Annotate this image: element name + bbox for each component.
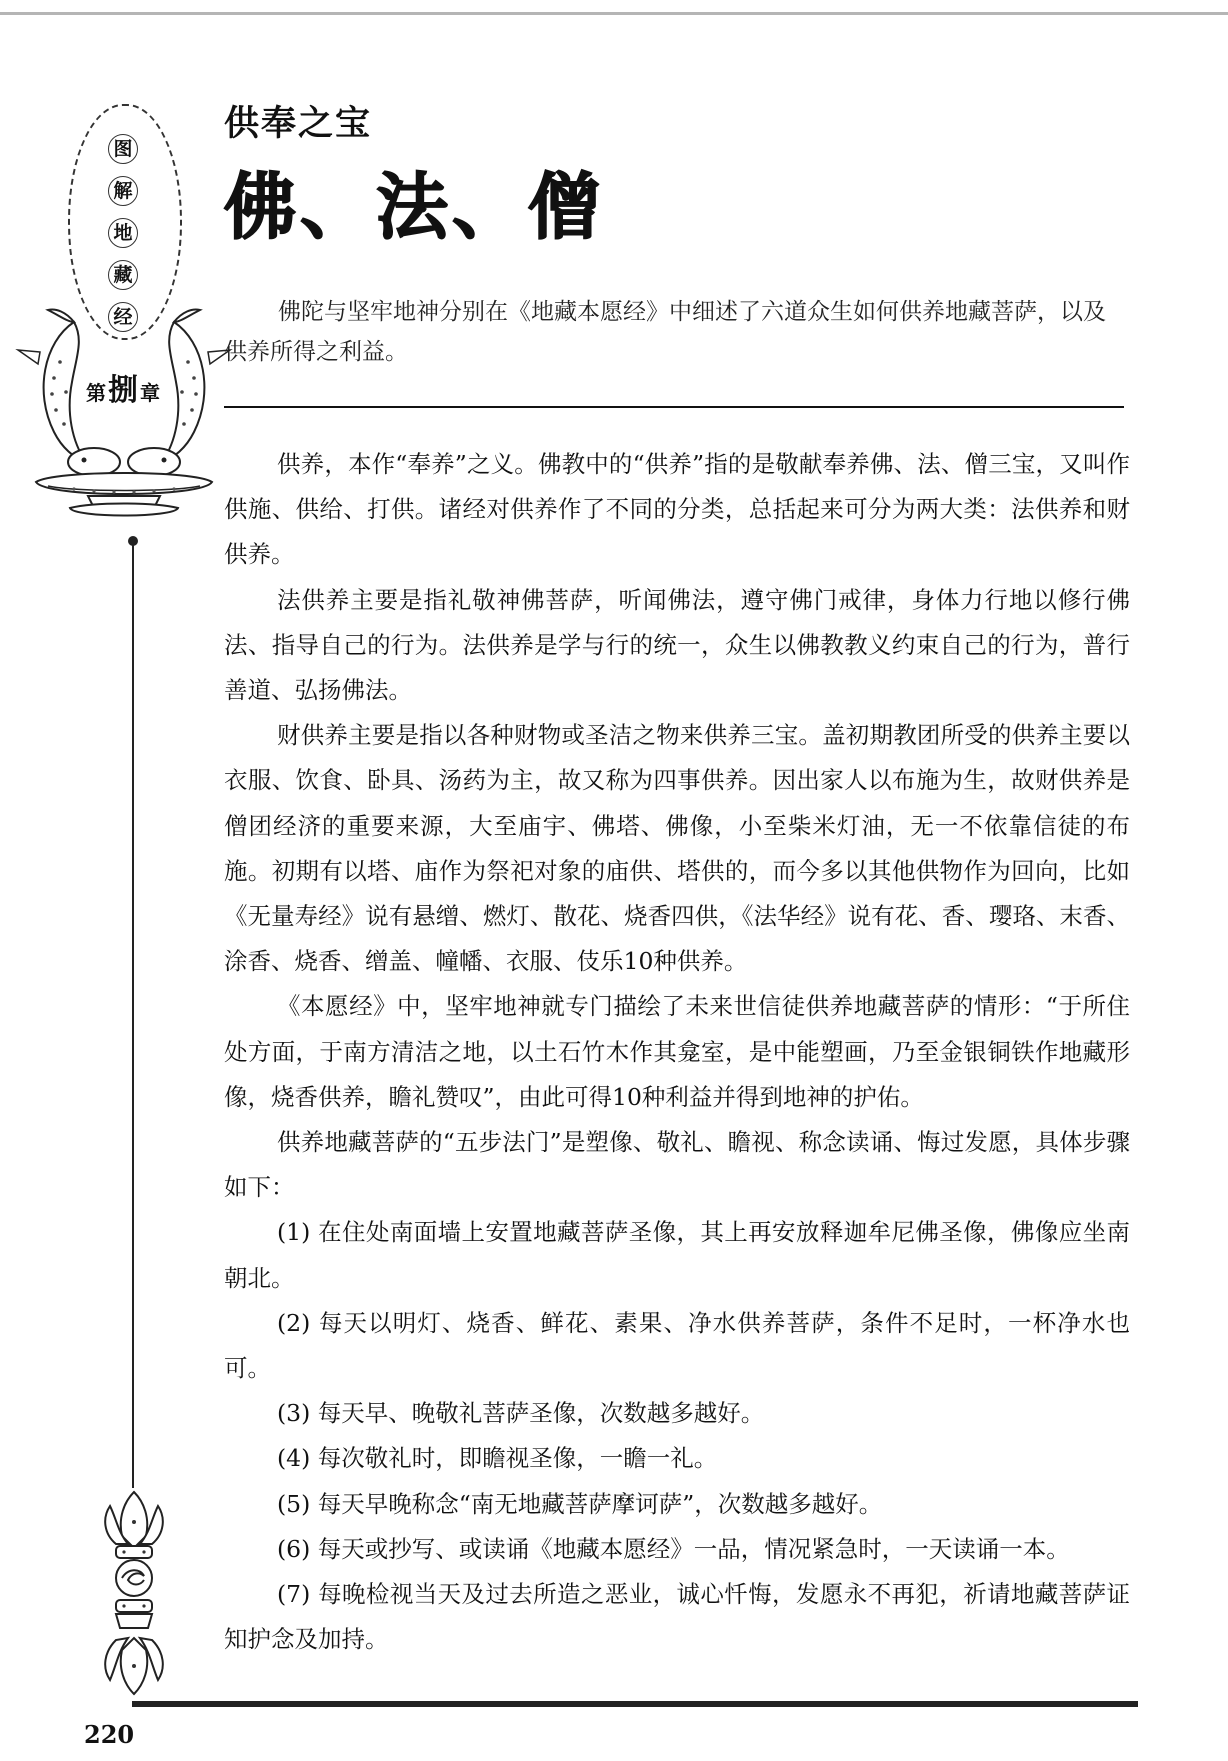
step-item: (6) 每天或抄写、或读诵《地藏本愿经》一品，情况紧急时，一天读诵一本。 bbox=[277, 1534, 1070, 1563]
step-item: (5) 每天早晚称念“南无地藏菩萨摩诃萨”，次数越多越好。 bbox=[277, 1489, 883, 1518]
vajra-icon bbox=[88, 1488, 180, 1698]
book-title-char: 图 bbox=[108, 134, 138, 164]
chapter-suffix: 章 bbox=[140, 381, 160, 405]
book-title-char: 解 bbox=[108, 176, 138, 206]
book-title-char: 地 bbox=[108, 218, 138, 248]
page-title: 佛、法、僧 bbox=[224, 164, 605, 249]
step-item: (3) 每天早、晚敬礼菩萨圣像，次数越多越好。 bbox=[277, 1399, 765, 1428]
body-paragraph: 供养地藏菩萨的“五步法门”是塑像、敬礼、瞻视、称念读诵、悔过发愿，具体步骤如下： bbox=[224, 1128, 1130, 1202]
body-paragraph: 法供养主要是指礼敬神佛菩萨，听闻佛法，遵守佛门戒律，身体力行地以修行佛法、指导自己的行为。法供养是学与行的统一，众生以佛教教义约束自己的行为，普行善道、弘扬佛法。 bbox=[224, 585, 1130, 705]
chapter-prefix: 第 bbox=[86, 381, 106, 405]
step-item: (4) 每次敬礼时，即瞻视圣像，一瞻一礼。 bbox=[277, 1444, 718, 1473]
book-title-char: 藏 bbox=[108, 260, 138, 290]
heading-divider bbox=[224, 406, 1124, 408]
step-item: (7) 每晚检视当天及过去所造之恶业，诚心忏悔，发愿永不再犯，祈请地藏菩萨证知护念及加持。 bbox=[224, 1580, 1130, 1654]
body-paragraph: 财供养主要是指以各种财物或圣洁之物来供养三宝。盖初期教团所受的供养主要以衣服、饮食、卧具、汤药为主，故又称为四事供养。因出家人以布施为生，故财供养是僧团经济的重要来源，大至庙宇、佛塔、佛像，小至柴米灯油，无一不依靠信徒的布施。初期有以塔、庙作为祭祀对象的庙供、塔供的，而今多以其他供物作为回向，比如《无量寿经》说有悬缯、燃灯、散花、烧香四供，《法华经》说有花、香、璎珞、末香、涂香、烧香、缯盖、幢幡、衣服、伎乐10种供养。 bbox=[224, 721, 1130, 976]
step-item: (2) 每天以明灯、烧香、鲜花、素果、净水供养菩萨，条件不足时，一杯净水也可。 bbox=[224, 1308, 1130, 1383]
body-paragraph: 《本愿经》中，坚牢地神就专门描绘了未来世信徒供养地藏菩萨的情形：“于所住处方面，于南方清洁之地，以土石竹木作其龛室，是中能塑画，乃至金银铜铁作地藏形像，烧香供养，瞻礼赞叹”，由此可得10种利益并得到地神的护佑。 bbox=[224, 992, 1130, 1111]
intro-paragraph: 佛陀与坚牢地神分别在《地藏本愿经》中细述了六道众生如何供养地藏菩萨，以及供养所得之利益。 bbox=[224, 299, 1106, 365]
section-subtitle: 供奉之宝 bbox=[224, 103, 373, 144]
footer-rule bbox=[132, 1701, 1138, 1707]
chapter-badge bbox=[72, 360, 174, 422]
step-item: (1) 在住处南面墙上安置地藏菩萨圣像，其上再安放释迦牟尼佛圣像，佛像应坐南朝北。 bbox=[224, 1218, 1130, 1292]
top-rule bbox=[0, 12, 1228, 15]
page-number: 220 bbox=[84, 1720, 135, 1749]
body-text bbox=[224, 442, 1130, 1662]
book-title-char: 经 bbox=[108, 302, 138, 332]
chapter-number: 捌 bbox=[108, 373, 138, 408]
side-vertical-line bbox=[132, 540, 134, 1488]
body-paragraph: 供养，本作“奉养”之义。佛教中的“供养”指的是敬献奉养佛、法、僧三宝，又叫作供施、供给、打供。诸经对供养作了不同的分类，总括起来可分为两大类：法供养和财供养。 bbox=[224, 450, 1130, 569]
